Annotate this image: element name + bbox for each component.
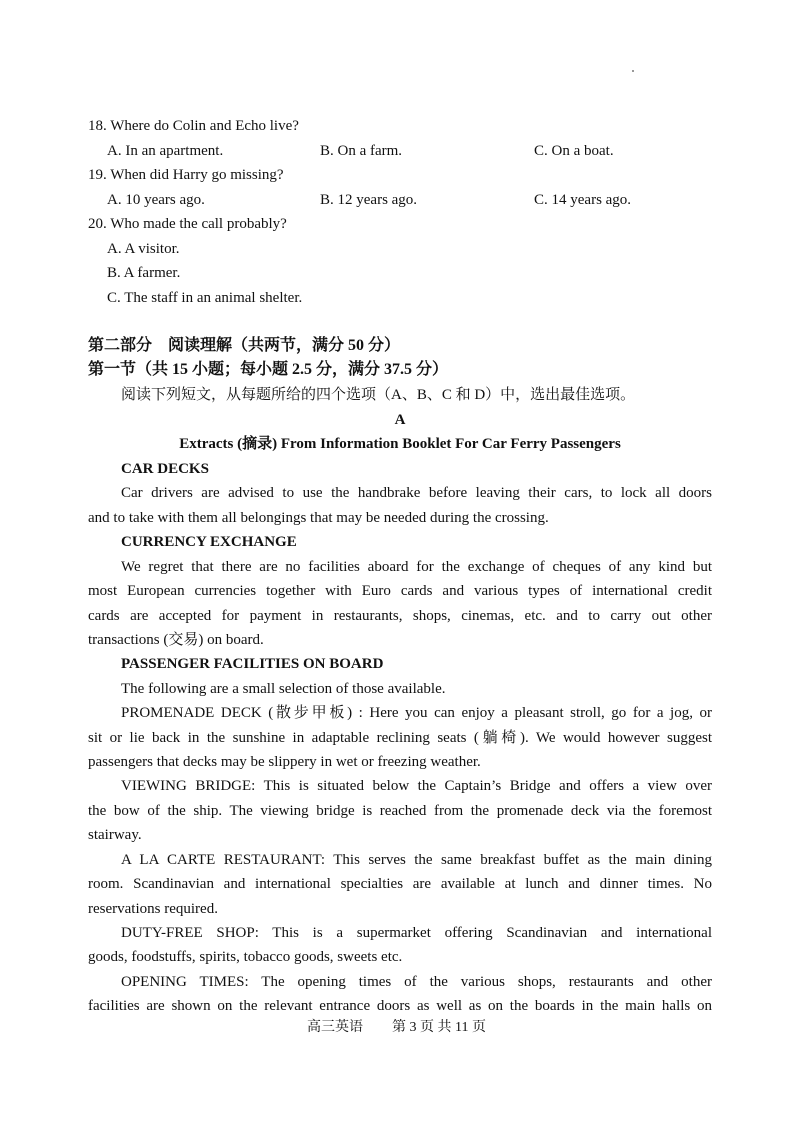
question-19-option-c: C. 14 years ago. xyxy=(534,192,632,208)
currency-line-4: transactions (交易) on board. xyxy=(88,632,264,648)
currency-exchange-heading: CURRENCY EXCHANGE xyxy=(121,534,297,550)
car-decks-line-2: and to take with them all belongings that may be needed during the crossing. xyxy=(88,510,549,526)
viewing-line-1: VIEWING BRIDGE: This is situated below the Captain’s Bridge and offers a view over xyxy=(121,778,712,794)
question-20-stem: 20. Who made the call probably? xyxy=(88,216,287,232)
promenade-line-1: PROMENADE DECK (散步甲板) : Here you can enjoy a pleasant stroll, go for a jog, or xyxy=(121,705,712,721)
section-one-heading: 第一节（共 15 小题；每小题 2.5 分，满分 37.5 分） xyxy=(88,361,449,378)
facilities-intro: The following are a small selection of those available. xyxy=(121,681,446,697)
duty-free-line-2: goods, foodstuffs, spirits, tobacco goods, sweets etc. xyxy=(88,949,403,965)
restaurant-line-1: A LA CARTE RESTAURANT: This serves the same breakfast buffet as the main dining xyxy=(121,852,712,868)
opening-times-line-2: facilities are shown on the relevant entrance doors as well as on the boards in the main halls on xyxy=(88,998,712,1014)
question-20-option-a: A. A visitor. xyxy=(107,241,180,257)
viewing-line-3: stairway. xyxy=(88,827,142,843)
question-19-stem: 19. When did Harry go missing? xyxy=(88,167,284,183)
duty-free-line-1: DUTY-FREE SHOP: This is a supermarket offering Scandinavian and international xyxy=(121,925,712,941)
promenade-line-3: passengers that decks may be slippery in wet or freezing weather. xyxy=(88,754,481,770)
article-title: Extracts (摘录) From Information Booklet For Car Ferry Passengers xyxy=(179,436,621,452)
footer-subject: 高三英语 xyxy=(307,1020,363,1035)
reading-instruction: 阅读下列短文，从每题所给的四个选项（A、B、C 和 D）中，选出最佳选项。 xyxy=(121,387,636,403)
question-19-option-b: B. 12 years ago. xyxy=(320,192,418,208)
question-20-option-b: B. A farmer. xyxy=(107,265,181,281)
facilities-heading: PASSENGER FACILITIES ON BOARD xyxy=(121,656,384,672)
scan-mark xyxy=(632,70,634,72)
question-18-option-b: B. On a farm. xyxy=(320,143,403,159)
restaurant-line-2: room. Scandinavian and international specialties are available at lunch and dinner times. No xyxy=(88,876,712,892)
car-decks-heading: CAR DECKS xyxy=(121,461,209,477)
question-19-option-a: A. 10 years ago. xyxy=(107,192,205,208)
question-18-option-a: A. In an apartment. xyxy=(107,143,224,159)
passage-label: A xyxy=(394,412,406,428)
promenade-line-2: sit or lie back in the sunshine in adaptable reclining seats (躺椅). We would however suggest xyxy=(88,730,712,746)
footer-page-number: 第 3 页 共 11 页 xyxy=(392,1020,486,1035)
currency-line-3: cards are accepted for payment in restaurants, shops, cinemas, etc. and to carry out other xyxy=(88,608,712,624)
question-20-option-c: C. The staff in an animal shelter. xyxy=(107,290,303,306)
car-decks-line-1: Car drivers are advised to use the handbrake before leaving their cars, to lock all doors xyxy=(121,485,712,501)
part-two-heading: 第二部分 阅读理解（共两节，满分 50 分） xyxy=(88,337,401,354)
question-18-stem: 18. Where do Colin and Echo live? xyxy=(88,118,299,134)
currency-line-2: most European currencies together with Euro cards and various types of international credit xyxy=(88,583,712,599)
restaurant-line-3: reservations required. xyxy=(88,901,218,917)
question-18-option-c: C. On a boat. xyxy=(534,143,614,159)
currency-line-1: We regret that there are no facilities aboard for the exchange of cheques of any kind but xyxy=(121,559,712,575)
opening-times-line-1: OPENING TIMES: The opening times of the various shops, restaurants and other xyxy=(121,974,712,990)
viewing-line-2: the bow of the ship. The viewing bridge is reached from the promenade deck via the foremost xyxy=(88,803,712,819)
